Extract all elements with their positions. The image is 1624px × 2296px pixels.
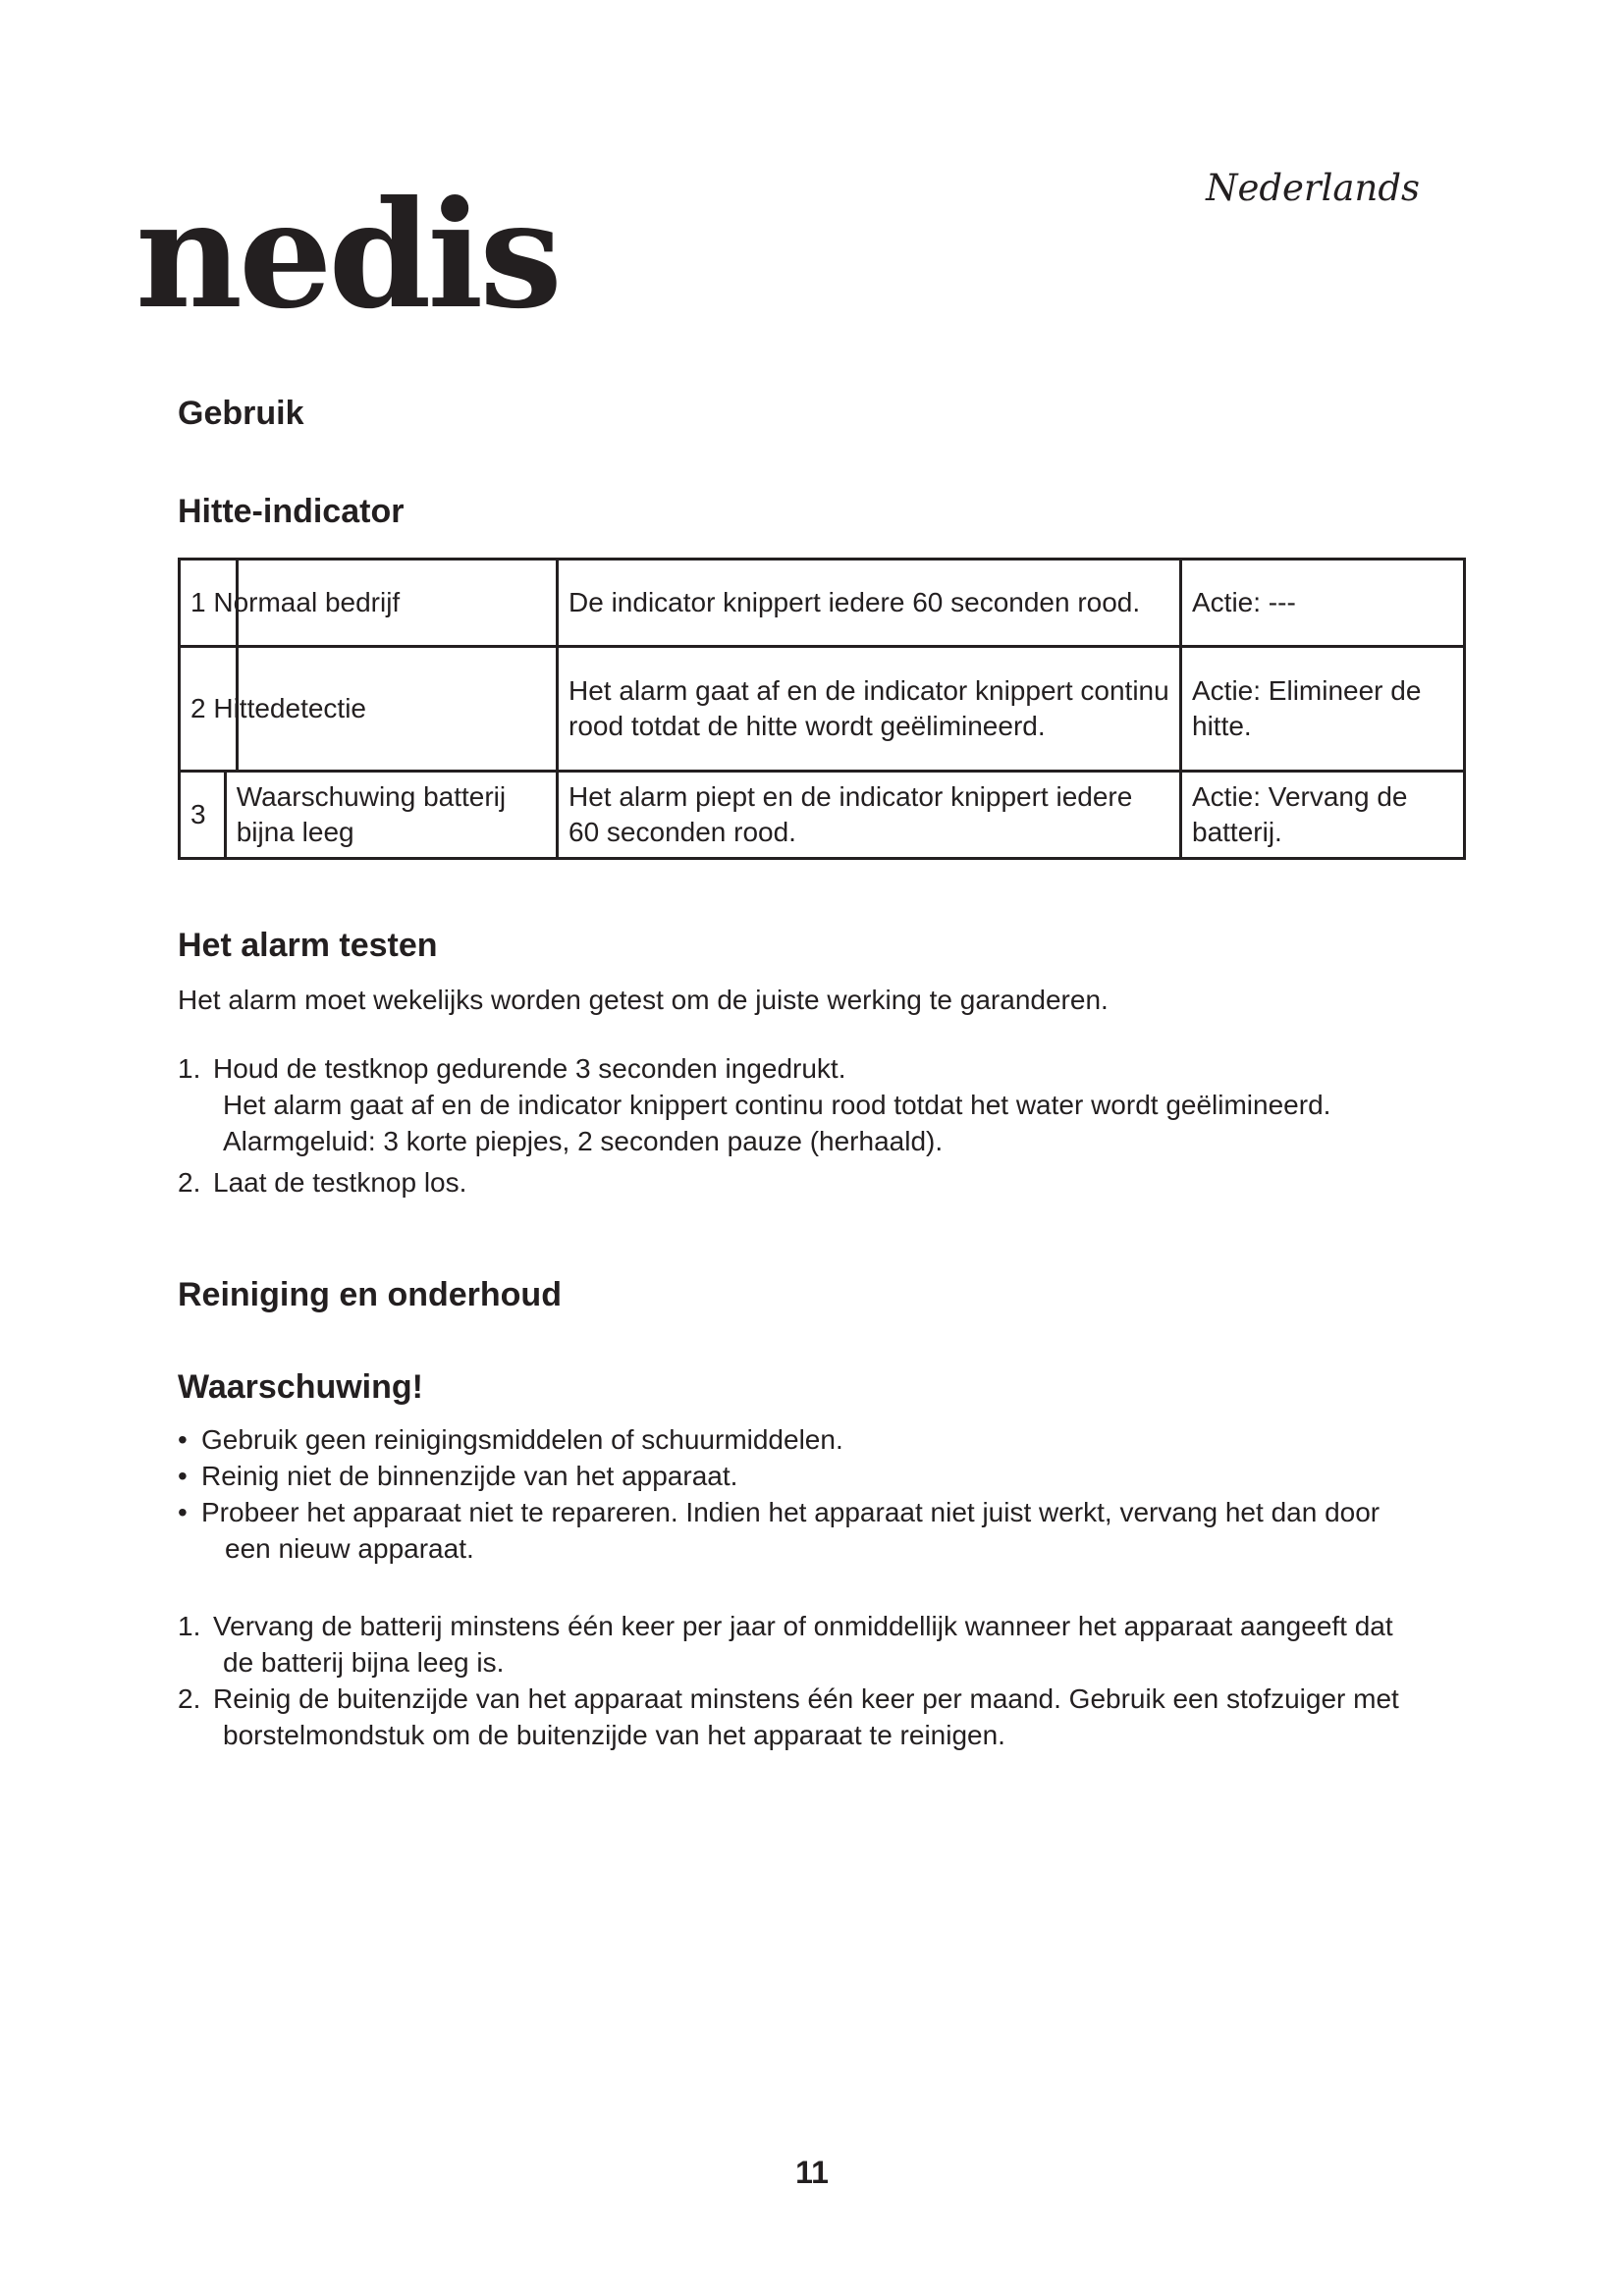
table-cell-description: De indicator knippert iedere 60 seconden rood.: [558, 560, 1181, 647]
table-cell-state: [180, 560, 558, 647]
subsection-title-waarschuwing: Waarschuwing!: [178, 1368, 423, 1406]
table-cell-state: [180, 647, 558, 772]
test-steps-list: [178, 1050, 1464, 1201]
table-cell-action: Actie: Vervang de batterij.: [1181, 772, 1465, 859]
table-row: [180, 647, 1465, 772]
test-intro: Het alarm moet wekelijks worden getest om de juiste werking te garanderen.: [178, 985, 1109, 1015]
list-item-text: Reinig niet de binnenzijde van het apparaat.: [201, 1461, 738, 1491]
list-item-text: Probeer het apparaat niet te repareren. Indien het apparaat niet juist werkt, vervang het dan door: [201, 1497, 1380, 1527]
list-item: [178, 1164, 1464, 1201]
bullet-marker: •: [178, 1497, 188, 1527]
table-cell-state: [180, 772, 558, 859]
nedis-logo: [135, 169, 715, 326]
list-item: [178, 1050, 1464, 1159]
list-marker: 2.: [178, 1167, 201, 1198]
list-item-text: Laat de testknop los.: [213, 1167, 467, 1198]
warning-bullet-list: [178, 1421, 1464, 1567]
subsection-title-hitte-indicator: Hitte-indicator: [178, 493, 405, 530]
cleaning-steps-list: [178, 1608, 1464, 1753]
list-item-text: Gebruik geen reinigingsmiddelen of schuurmiddelen.: [201, 1424, 843, 1455]
page-number: 11: [795, 2155, 829, 2190]
list-marker: 1.: [178, 1611, 201, 1641]
row-number: 2: [190, 693, 206, 723]
list-item-subtext: Het alarm gaat af en de indicator knippert continu rood totdat het water wordt geëlimineerd.: [223, 1090, 1331, 1120]
bullet-marker: •: [178, 1424, 188, 1455]
list-item-subtext: Alarmgeluid: 3 korte piepjes, 2 seconden pauze (herhaald).: [223, 1126, 944, 1156]
language-label: Nederlands: [1206, 167, 1420, 209]
section-title-gebruik: Gebruik: [178, 395, 304, 432]
table-cell-description: Het alarm piept en de indicator knippert iedere 60 seconden rood.: [558, 772, 1181, 859]
list-item: [178, 1608, 1464, 1681]
section-title-alarm-testen: Het alarm testen: [178, 927, 438, 964]
table-cell-action: Actie: Elimineer de hitte.: [1181, 647, 1465, 772]
list-item-text: Reinig de buitenzijde van het apparaat minstens één keer per maand. Gebruik een stofzuiger met: [213, 1683, 1399, 1714]
cell-divider: [236, 561, 239, 645]
list-marker: 1.: [178, 1053, 201, 1084]
section-title-reiniging: Reiniging en onderhoud: [178, 1276, 562, 1313]
logo-text: nedis: [135, 169, 559, 326]
cell-divider: [236, 648, 239, 770]
table-row: [180, 560, 1465, 647]
list-item-text: Houd de testknop gedurende 3 seconden ingedrukt.: [213, 1053, 846, 1084]
list-item-text: Vervang de batterij minstens één keer per jaar of onmiddellijk wanneer het apparaat aangeeft dat: [213, 1611, 1393, 1641]
bullet-marker: •: [178, 1461, 188, 1491]
row-number: 3: [181, 773, 227, 857]
list-item: [178, 1494, 1464, 1567]
state-label: Waarschuwing batterij bijna leeg: [236, 781, 507, 847]
list-item: [178, 1681, 1464, 1753]
state-label: Normaal bedrijf: [213, 587, 401, 617]
heat-indicator-table: [178, 558, 1466, 860]
list-item-continuation: borstelmondstuk om de buitenzijde van het apparaat te reinigen.: [223, 1720, 1005, 1750]
table-cell-description: Het alarm gaat af en de indicator knippert continu rood totdat de hitte wordt geëlimineerd.: [558, 647, 1181, 772]
list-item: [178, 1421, 1464, 1458]
state-label: Hittedetectie: [213, 693, 366, 723]
list-item-continuation: de batterij bijna leeg is.: [223, 1647, 505, 1678]
list-item: [178, 1458, 1464, 1494]
list-marker: 2.: [178, 1683, 201, 1714]
table-row: [180, 772, 1465, 859]
table-cell-action: Actie: ---: [1181, 560, 1465, 647]
list-item-continuation: een nieuw apparaat.: [225, 1533, 474, 1564]
row-number: 1: [190, 587, 206, 617]
